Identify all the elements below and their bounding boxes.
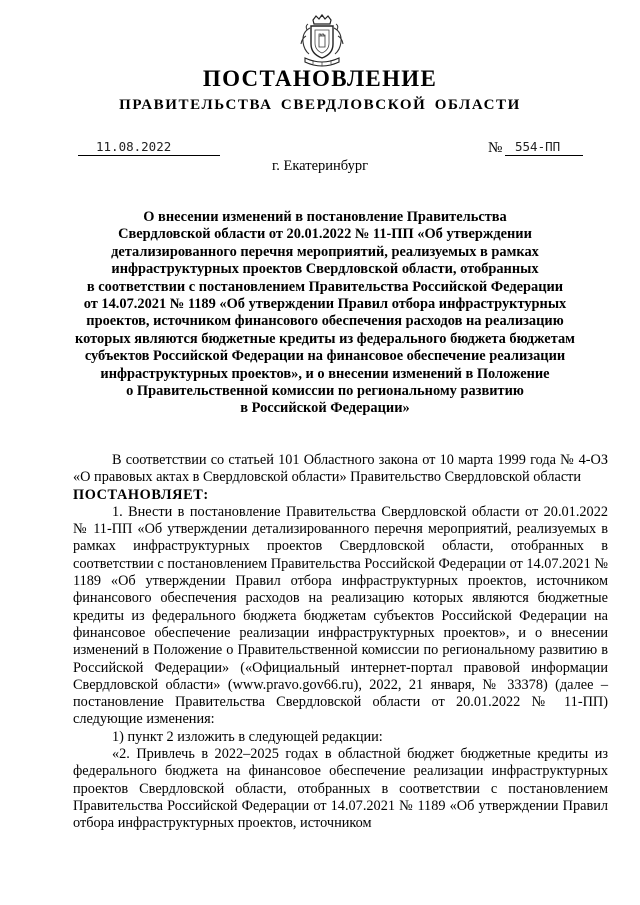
- document-date: 11.08.2022: [78, 138, 220, 156]
- document-number: 554-ПП: [505, 138, 583, 156]
- title-line: О внесении изменений в постановление Правительства: [143, 209, 507, 225]
- issuing-authority: ПРАВИТЕЛЬСТВА СВЕРДЛОВСКОЙ ОБЛАСТИ: [119, 97, 521, 113]
- document-body: [73, 452, 608, 833]
- decree-word: ПОСТАНОВЛЯЕТ:: [73, 486, 209, 503]
- coat-of-arms-icon: [299, 14, 345, 70]
- issue-city: г. Екатеринбург: [271, 158, 369, 174]
- title-line: в соответствии с постановлением Правительства Российской Федерации: [86, 278, 564, 295]
- title-line: инфраструктурных проектов Свердловской области, отобранных: [111, 261, 539, 278]
- title-line: которых являются бюджетные кредиты из федерального бюджета бюджетам: [75, 330, 575, 347]
- document-type-heading: ПОСТАНОВЛЕНИЕ: [202, 66, 438, 91]
- preamble-paragraph: В соответствии со статьей 101 Областного закона от 10 марта 1999 года № 4-ОЗ «О правовых актах в Свердловской области» Правительство Свердловской области: [73, 452, 608, 486]
- title-line: инфраструктурных проектов», и о внесении изменений в Положение: [100, 365, 550, 382]
- title-line: от 14.07.2021 № 1189 «Об утверждении Правил отбора инфраструктурных: [83, 296, 567, 313]
- item-1-paragraph: 1. Внести в постановление Правительства Свердловской области от 20.01.2022 № 11-ПП «Об утверждении детализированного перечня мероприятий, реализуемых в рамках инфраструктурных проектов Свердловской области, отобранных в соответствии с постановлением Правительства Российской Федерации от 14.07.2021 № 1189 «Об утверждении Правил отбора инфраструктурных проектов, источником финансового обеспечения расходов на реализацию которых являются бюджетные кредиты из федерального бюджета бюджетам субъектов Российской Федерации на финансовое обеспечение реализации инфраструктурных проектов», и о внесении изменений в Положение о Правительственной комиссии по региональному развитию в Российской Федерации» («Официальный интернет-портал правовой информации Свердловской области» (www.pravo.gov66.ru), 2022, 21 января, № 33378) (далее – постановление Правительства Свердловской области от 20.01.2022 № 11-ПП) следующие изменения:: [73, 503, 608, 728]
- title-line: субъектов Российской Федерации на финансовое обеспечение реализации: [84, 348, 566, 365]
- number-sign: №: [488, 140, 503, 156]
- subitem-1-paragraph: 1) пункт 2 изложить в следующей редакции:: [112, 728, 383, 745]
- title-line: Свердловской области от 20.01.2022 № 11-ПП «Об утверждении: [118, 226, 532, 243]
- document-title: [70, 209, 580, 418]
- title-line: о Правительственной комиссии по региональному развитию: [126, 383, 524, 400]
- title-line: проектов, источником финансового обеспечения расходов на реализацию: [86, 313, 564, 330]
- title-line: детализированного перечня мероприятий, реализуемых в рамках: [111, 243, 539, 260]
- quoted-paragraph: «2. Привлечь в 2022–2025 годах в областной бюджет бюджетные кредиты из федерального бюджета на финансовое обеспечение реализации инфраструктурных проектов Свердловской области, отобранных в соответствии с постановлением Правительства Российской Федерации от 14.07.2021 № 1189 «Об утверждении Правил отбора инфраструктурных проектов, источником: [73, 746, 608, 832]
- title-line: в Российской Федерации»: [240, 400, 410, 417]
